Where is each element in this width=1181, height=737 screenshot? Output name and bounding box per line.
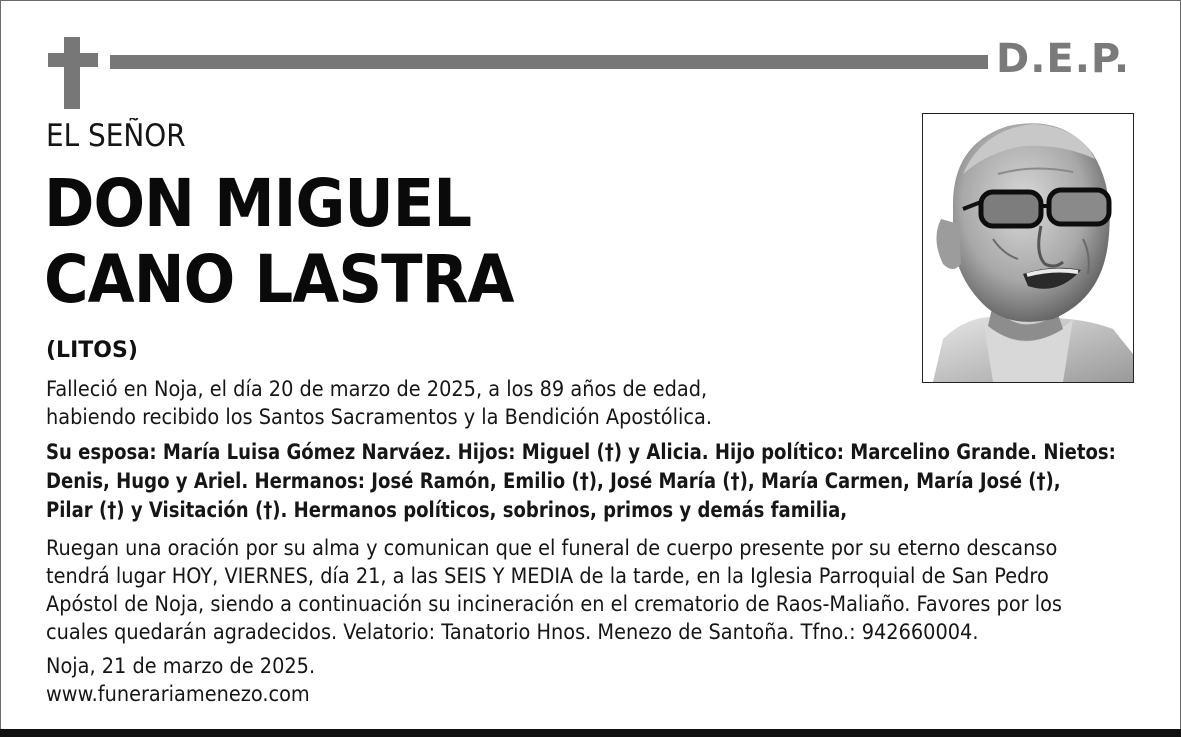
- bottom-rule: [0, 729, 1181, 737]
- funeral-line: Apóstol de Noja, siendo a continuación su incineración en el crematorio de Raos-Maliaño. Favores por los: [46, 592, 1062, 616]
- date-place: Noja, 21 de marzo de 2025.: [46, 654, 316, 678]
- dep-label: D.E.P.: [996, 36, 1131, 82]
- header-rule: [110, 55, 988, 69]
- deceased-name: [44, 166, 514, 318]
- name-line-1: DON MIGUEL: [44, 165, 472, 242]
- death-line: Falleció en Noja, el día 20 de marzo de 2025, a los 89 años de edad,: [46, 377, 708, 401]
- name-line-2: CANO LASTRA: [44, 241, 514, 318]
- family-line: Denis, Hugo y Ariel. Hermanos: José Ramón, Emilio (†), José María (†), María Carmen, María José (†),: [46, 469, 1061, 493]
- family-paragraph: [46, 438, 1116, 525]
- cross-icon: [48, 37, 98, 109]
- funeral-line: tendrá lugar HOY, VIERNES, día 21, a las SEIS Y MEDIA de la tarde, en la Iglesia Parroquial de San Pedro: [46, 564, 1049, 588]
- funeral-line: Ruegan una oración por su alma y comunican que el funeral de cuerpo presente por su eterno descanso: [46, 536, 1058, 560]
- nickname: (LITOS): [46, 338, 138, 363]
- title-prefix: EL SEÑOR: [46, 118, 186, 154]
- family-line: Pilar (†) y Visitación (†). Hermanos políticos, sobrinos, primos y demás familia,: [46, 498, 848, 522]
- website-link[interactable]: www.funerariamenezo.com: [46, 682, 310, 706]
- funeral-line: cuales quedarán agradecidos. Velatorio: Tanatorio Hnos. Menezo de Santoña. Tfno.: 942660004.: [46, 620, 979, 644]
- death-paragraph: [46, 375, 712, 431]
- closing-block: [46, 652, 315, 708]
- family-line: Su esposa: María Luisa Gómez Narváez. Hijos: Miguel (†) y Alicia. Hijo político: Marcelino Grande. Nietos:: [46, 440, 1116, 464]
- portrait-photo: [922, 113, 1134, 383]
- death-line: habiendo recibido los Santos Sacramentos y la Bendición Apostólica.: [46, 405, 712, 429]
- funeral-paragraph: [46, 534, 1062, 646]
